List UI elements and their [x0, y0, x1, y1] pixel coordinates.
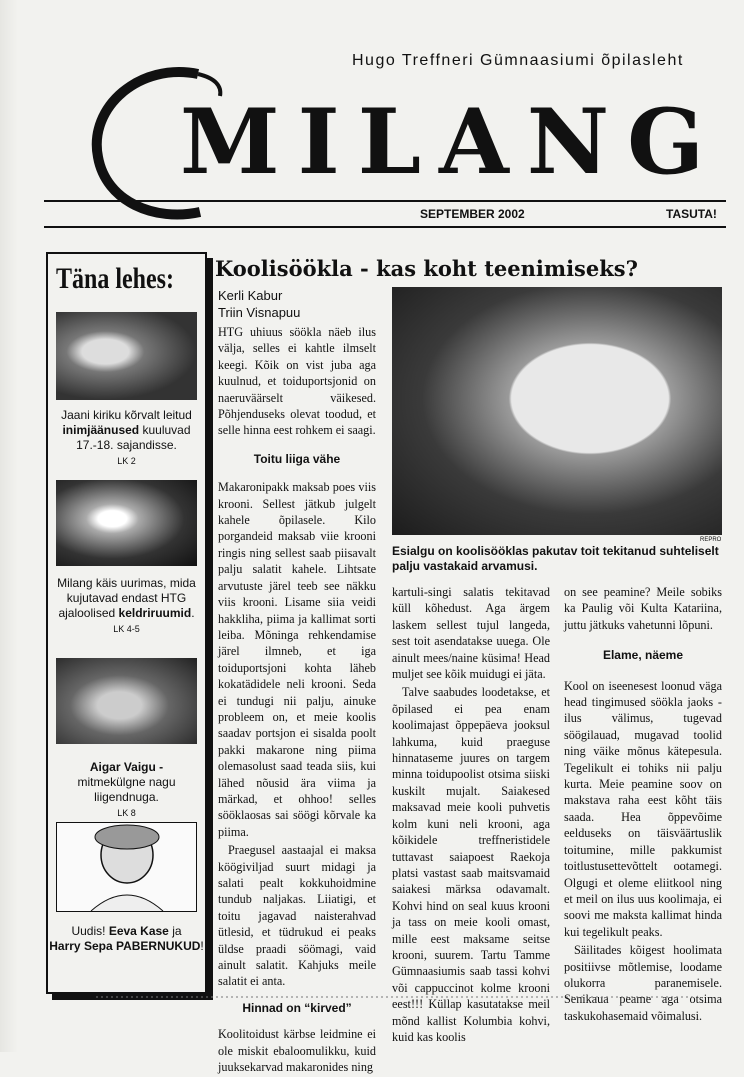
footer-dotted-rule: [96, 996, 696, 998]
sidebar-item-3[interactable]: [48, 760, 205, 821]
photo-caption: Esialgu on koolisööklas pakutav toit tekitanud suhteliselt palju vastakaid arvamusi.: [392, 544, 719, 573]
contents-sidebar: [46, 252, 207, 994]
sidebar-item-2-post: .: [191, 606, 195, 620]
subheading-toitu: Toitu liiga vähe: [253, 451, 341, 466]
masthead-title: MILANG: [180, 89, 722, 195]
col1-paragraph-2: Praegusel aastaajal ei maksa köögiviljad suurt midagi ja salati pealt kokkuhoidmine tundub naljakas. Liiatigi, et toitu jagavad naisterahvad ütlesid, et tüdrukud ei peaks üldse praadi söömagi, vaid ainult salatit. Kahjuks meile salatit ei anta.: [218, 843, 376, 989]
sidebar-item-4-bold: Eeva Kase: [108, 924, 169, 938]
sidebar-item-1-post: kuuluvad 17.-18. sajandisse.: [76, 423, 191, 452]
sidebar-item-1-page: LK 2: [117, 456, 136, 466]
sidebar-item-4-post: ja: [172, 924, 182, 938]
subheading-hinnad: Hinnad on “kirved”: [242, 1000, 352, 1015]
masthead-rule-top: [44, 200, 726, 202]
article-column-3: [564, 584, 722, 1026]
masthead-subtitle: Hugo Treffneri Gümnaasiumi õpilasleht: [352, 52, 684, 69]
paper-doll-drawing: [56, 822, 197, 912]
sidebar-item-3-bold: Aigar Vaigu -: [89, 760, 164, 774]
sidebar-item-4-post2: !: [200, 939, 204, 953]
col3-paragraph-1: on see peamine? Meile sobiks ka Paulig või Kulta Katariina, juttu jätkuks vahetunni lõpuni.: [564, 585, 722, 632]
col2-paragraph-2: Talve saabudes loodetakse, et õpilased ei pea enam koolimajast õppepäeva jooksul lahkuma, kuid praeguse hinnataseme juures on targem minna toidupoolist otsima siiski kuskilt mujalt. Saiakesed maksavad meie kooli puhvetis kolm kuni neli krooni, aga kõikidele treffneristidele tuttavast saiapoest Raekoja platsi vastast saab maitsvamaid saiakesi märksa odavamalt. Kohvi hind on seal kuus krooni ja tass on meie kooli omast, mille eest maksame seitse krooni, suurem. Tartu Tamme Gümnaasiumis saab tassi kohvi või cappuccinot kolme krooni eest!!! Küllap kasutatakse meil mõnd kallist Kolumbia kohvi, kuid kas koolis: [392, 685, 550, 1044]
sidebar-item-4-bold2: Harry Sepa PABERNUKUD: [49, 939, 201, 953]
sidebar-item-1[interactable]: [48, 408, 205, 469]
author-1: Kerli Kabur: [218, 288, 283, 303]
article-headline: Koolisöökla - kas koht teenimiseks?: [215, 256, 638, 281]
col1-paragraph-3: Koolitoidust kärbse leidmine ei ole miskit ebaloomulikku, kuid juuksekarvad makaronides ning: [218, 1027, 376, 1075]
photo-credit: REPRO: [700, 537, 722, 543]
portrait-photo: [56, 658, 197, 744]
sidebar-title: Täna lehes:: [56, 262, 175, 295]
masthead-rule-bottom: [44, 226, 726, 228]
scan-edge: [0, 0, 18, 1052]
article-column-1: [218, 324, 376, 1077]
sidebar-item-2-page: LK 4-5: [113, 624, 140, 634]
sidebar-item-1-text: Jaani kiriku kõrvalt leitud: [61, 408, 192, 422]
author-2: Triin Visnapuu: [218, 305, 301, 320]
cafeteria-food-photo: [392, 287, 722, 535]
article-column-2: [392, 584, 550, 1047]
cellar-photo: [56, 480, 197, 566]
sidebar-item-4[interactable]: [48, 924, 205, 954]
skull-photo: [56, 312, 197, 400]
col2-paragraph-1: kartuli-singi salatis tekitavad küll kõhedust. Aga ärgem laskem sellest tujul langeda, sest toit asendatakse uuega. Ole ainult mees/naine küsima! Head muljet see kõik muidugi ei jäta.: [392, 585, 550, 682]
sidebar-item-2[interactable]: [48, 576, 205, 637]
sidebar-item-2-bold: keldriruumid: [118, 606, 192, 620]
sidebar-item-3-page: LK 8: [117, 808, 136, 818]
col3-paragraph-2: Kool on iseenesest loonud väga head tingimused söökla jaoks - ilus välimus, tugevad söögilauad, mugavad toolid ning väike mõnus kätepesula. Tegelikult ei tohiks nii palju kurta. Meie peamine soov on makstava raha eest kõht täis saada. Hea õppevõime eelduseks on täisväärtuslik toitumine, mille pakkumist toitlustusettevõttelt ootamegi. Olgugi et oleme eliitkool ning et meil on ilus uus koolimaja, ei soovi me maksta kallimat hinda kui tegelikult peaks.: [564, 678, 722, 939]
sidebar-item-3-text: mitmekülgne nagu liigendnuga.: [77, 775, 176, 804]
issue-date: SEPTEMBER 2002: [420, 207, 525, 221]
sidebar-item-1-bold: inimjäänused: [62, 423, 140, 437]
sidebar-item-4-pre: Uudis!: [71, 924, 106, 938]
article-intro: HTG uhiuus söökla näeb ilus välja, selles ei kahtle ilmselt keegi. Kõik on vist juba aga kuulnud, et toiduportsjonid on naeruväärselt väikesed. Põhjenduseks olevat toodud, et selle hinna eest rohkem ei saagi.: [218, 325, 376, 438]
price-label: TASUTA!: [666, 207, 717, 221]
subheading-elame: Elame, näeme: [602, 648, 684, 663]
sidebar-item-2-text: Milang käis uurimas, mida kujutavad endast HTG ajaloolised: [57, 576, 196, 620]
col3-paragraph-3: Säilitades kõigest hoolimata positiivse mõtlemise, loodame olukorra paranemisele. Senikaua peame aga otsima taskukohasemaid võimalusi.: [564, 943, 722, 1023]
col1-paragraph-1: Makaronipakk maksab poes viis krooni. Sellest jätkub julgelt kahele õpilasele. Kilo porgandeid maksab viie krooni ringis ning sellest saab piisavalt palju salatit kahele. Lihtsate arvutuste järel teeb see näkku viis krooni. Lisame siia veidi hakkliha, piima ja kallimat sorti leiba. Mõninga rehkendamise järel ilmneb, et iga toiduportsjoni kohta läheb kokatädidele neli krooni. Seda ei tundugi nii palju, ainuke probleem on, et meie koolis saadav portsjon ei sisalda poolt pakki makarone ning piima olemasolust saad teada siis, kui lähed nõusid ära viima ja märkad, et ohhoo! selles sööklaosas sai söögi kõrvale ka piima.: [218, 480, 376, 839]
